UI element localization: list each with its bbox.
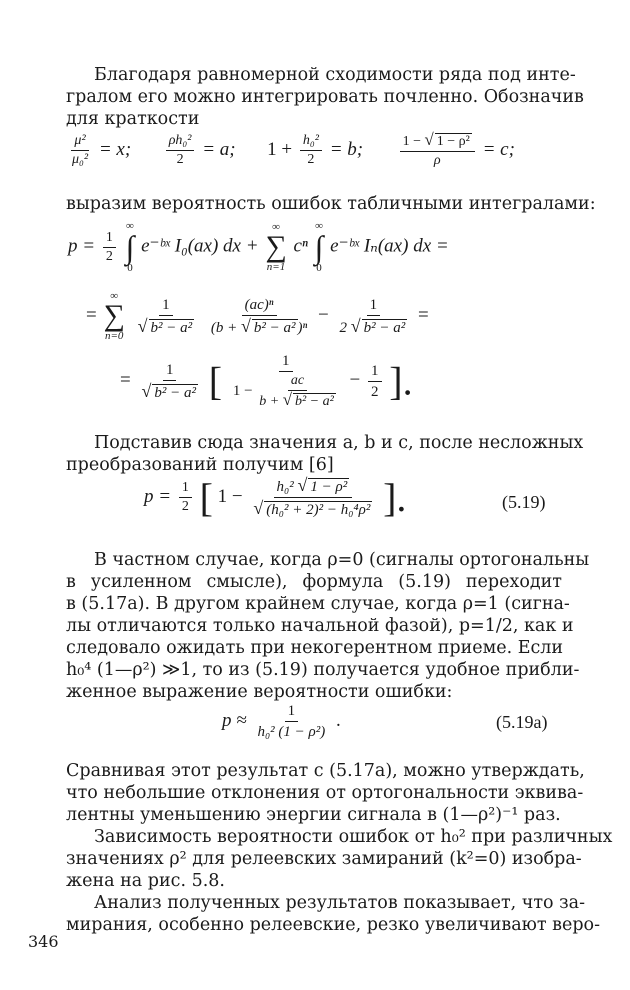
paragraph-substitute [66,432,584,476]
eq-text: 1 + [267,138,293,160]
equation-definitions [66,132,515,169]
fraction: $\frac{1}{\text{h₀² (1 − ρ²)}}$ [257,703,326,740]
text-line: жена на рис. 5.8. [66,871,225,891]
text-line: Подставив сюда значения a, b и c, после несложных [94,433,584,453]
text-line: Сравнивая этот результат с (5.17а), можно утверждать, [66,761,585,781]
eq-text: = c; [482,138,515,160]
fraction: $\frac{1}{2}$ [103,230,116,265]
sum-sign: ∞ ∑ n=1 [265,221,287,273]
equation-closed-form [120,352,413,410]
eq-text: = [86,304,97,326]
bracket: ]. [383,475,407,520]
fraction: $\frac{\text{h₀² √ 1 − ρ²}}{\text{√ (h₀² + 2)² − h₀⁴ρ²}}$ [253,475,371,518]
page-number: 346 [28,932,59,951]
eq-text: e⁻ᵇˣ I₀(ax) dx + [141,235,259,257]
integral-sign: ∞ ∫ 0 [314,220,324,274]
fraction: $\frac{1}{2}$ [368,362,382,401]
paragraph-dependence [66,826,613,892]
text-line: Анализ полученных результатов показывает, что за- [94,893,585,913]
equation-5-19a [222,702,341,741]
fraction: $\frac{1}{2}$ [179,480,192,515]
paragraph-analysis [66,892,601,936]
text-line: что небольшие отклонения от ортогональности эквива- [66,783,584,803]
text-line: лы отличаются только начальной фазой), p=1/2, как и [66,616,574,636]
eq-text: 1 − [217,485,243,507]
text-line: следовало ожидать при некогерентном приеме. Если [66,638,564,658]
eq-text: p ≈ [222,709,247,731]
paragraph-express [66,193,596,215]
eq-text: = [120,369,131,391]
paragraph-comparison [66,760,585,826]
eq-text: − [349,369,361,391]
text-line: значениях ρ² для релеевских замираний (k²=0) изобра- [66,849,582,869]
text-line: Благодаря равномерной сходимости ряда под инте- [94,65,576,85]
fraction: $\frac{\text{ρh₀²}}{2}$ [166,133,195,168]
text-line: в усиленном смысле), формула (5.19) переходит [66,572,562,592]
fraction: $\frac{1}{\text{√ b² − a²}}$ [137,296,193,336]
bracket: [ [199,475,213,520]
text-line: для краткости [66,109,200,129]
fraction: $\frac{1}{\text{2 √ b² − a²}}$ [339,296,406,336]
equation-number: (5.19а) [496,712,548,732]
fraction: $\frac{\text{h₀²}}{2}$ [300,133,322,168]
fraction: $\frac{\text{μ²}}{\text{μ₀²}}$ [72,133,89,167]
text-line: мирания, особенно релеевские, резко увеличивают веро- [66,915,601,935]
equation-5-19 [144,474,406,521]
eq-text: − [318,304,329,326]
fraction: $\frac{\text{1 − √ 1 − ρ²}}{\rho}$ [400,132,475,169]
integral-sign: ∞ ∫ 0 [125,220,135,274]
paragraph-intro [66,64,584,130]
eq-text: = [417,304,429,326]
bracket: [ [208,358,223,404]
text-line: преобразований получим [6] [66,455,334,475]
equation-sum [86,290,429,342]
eq-text: e⁻ᵇˣ Iₙ(ax) dx = [330,235,449,257]
eq-text: = b; [329,138,364,160]
text-line: Зависимость вероятности ошибок от h₀² при различных [94,827,613,847]
text-line: в (5.17а). В другом крайнем случае, когда ρ=1 (сигна- [66,594,570,614]
eq-text: = a; [202,138,236,160]
text-line: лентны уменьшению энергии сигнала в (1—ρ²)⁻¹ раз. [66,805,561,825]
text-line: выразим вероятность ошибок табличными интегралами: [66,194,596,214]
text-line: женное выражение вероятности ошибки: [66,682,453,702]
eq-text: p = [144,485,172,507]
equation-integral [68,220,449,274]
fraction: 1 1 − $\frac{ac}{\text{b + √ b² − a²}}$ [232,353,334,409]
eq-text: . [335,709,341,731]
equation-number: (5.19) [502,492,546,512]
text-line: В частном случае, когда ρ=0 (сигналы ортогональны [94,550,590,570]
bracket: ]. [389,358,413,404]
eq-text: p = [68,235,96,257]
fraction: $\frac{1}{\text{√ b² − a²}}$ [141,361,196,401]
text-line: гралом его можно интегрировать почленно. Обозначив [66,87,584,107]
eq-text: cⁿ [293,235,308,257]
paragraph-special-case [66,549,590,703]
eq-text: = x; [98,138,132,160]
sum-sign: ∞ ∑ n=0 [103,290,125,342]
fraction: $\frac{\text{(ac)ⁿ}}{\text{(b + √ b² − a² )ⁿ}}$ [210,296,308,336]
text-line: h₀⁴ (1—ρ²) ≫1, то из (5.19) получается удобное прибли- [66,660,580,680]
